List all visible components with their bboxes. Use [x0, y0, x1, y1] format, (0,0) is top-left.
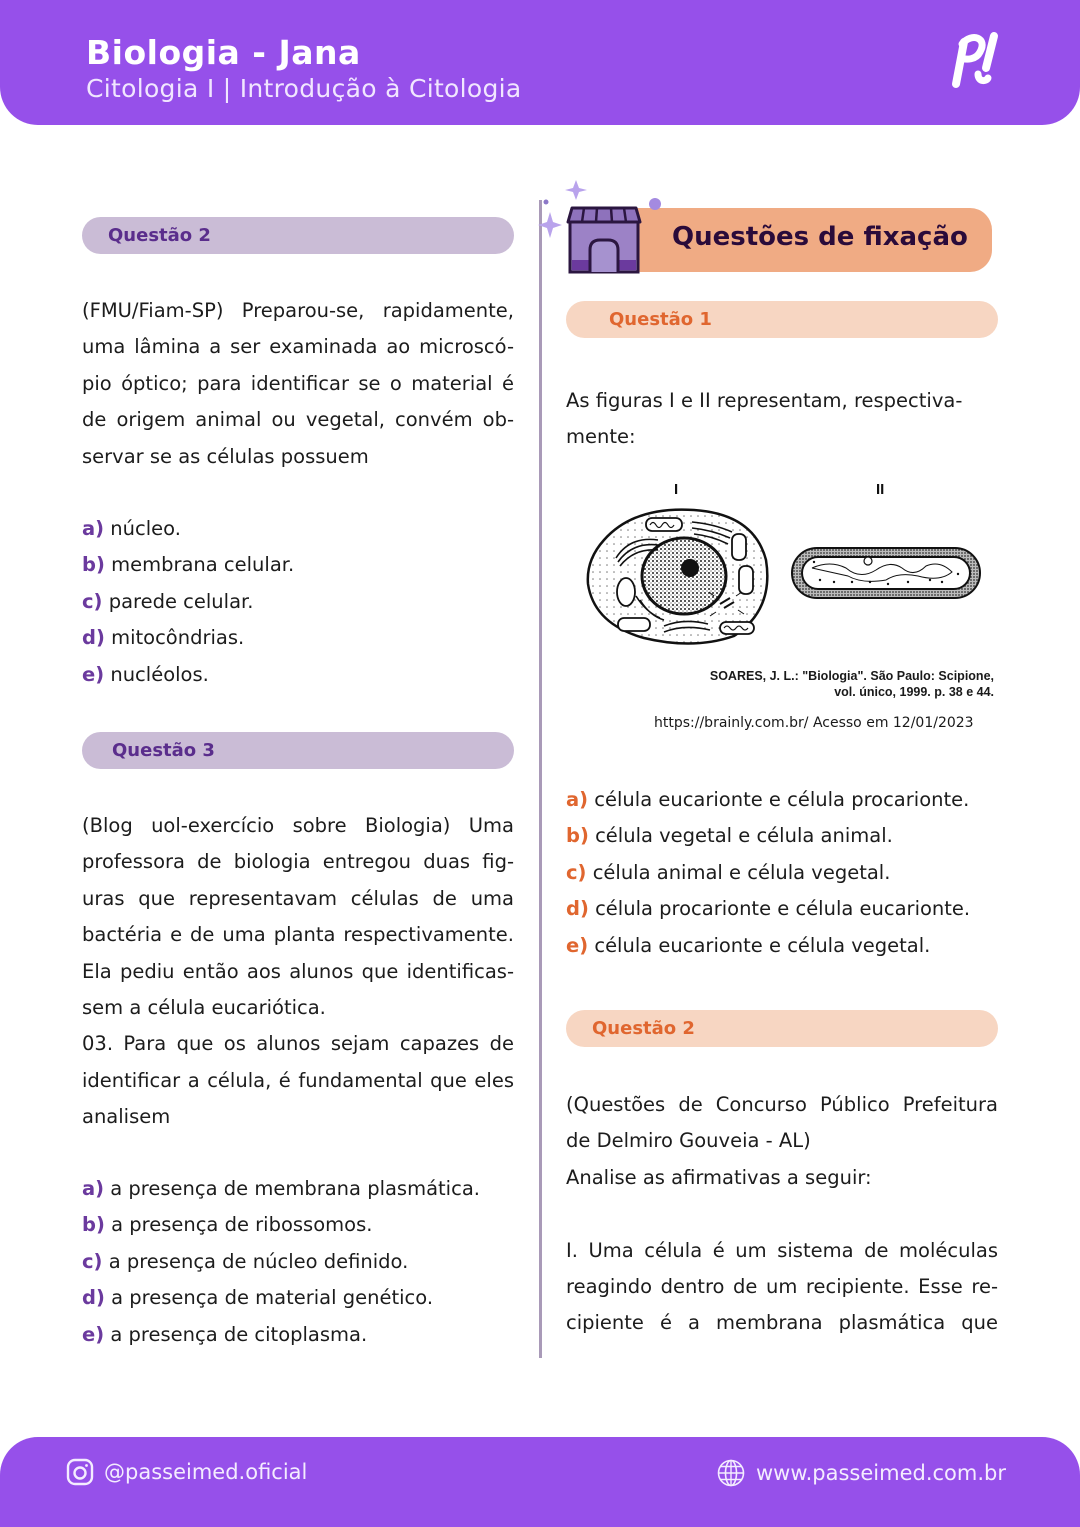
text-line: 03. Para que os alunos sejam capazes de	[82, 1032, 514, 1056]
option-c[interactable]	[82, 1244, 480, 1280]
option-c[interactable]	[566, 855, 970, 891]
option-text: membrana celular.	[111, 553, 295, 577]
question-2-right-label-pill	[566, 1010, 998, 1047]
page-header	[0, 0, 1080, 125]
option-text: núcleo.	[110, 517, 181, 540]
option-e[interactable]	[82, 657, 294, 693]
text-line: (FMU/Fiam-SP) Preparou-se, rapidamente,	[82, 299, 514, 322]
question-label: Questão 2	[108, 225, 211, 246]
option-text: a presença de ribossomos.	[111, 1213, 373, 1237]
blank-line	[566, 1196, 998, 1232]
option-e[interactable]	[566, 928, 970, 964]
option-letter: a)	[82, 517, 105, 540]
option-letter: e)	[82, 1322, 105, 1346]
option-text: a presença de citoplasma.	[110, 1322, 368, 1346]
option-text: a presença de material genético.	[111, 1286, 434, 1310]
question-3-label-pill	[82, 732, 514, 769]
question-2-options	[82, 511, 294, 693]
option-a[interactable]	[82, 511, 294, 547]
question-3-options	[82, 1171, 480, 1353]
option-d[interactable]	[82, 1280, 480, 1316]
option-a[interactable]	[82, 1171, 480, 1207]
option-text: a presença de membrana plasmática.	[110, 1177, 480, 1200]
text-line: servar se as células possuem	[82, 444, 369, 468]
text-line: Ela pediu então aos alunos que identificas-	[82, 959, 514, 983]
text-line: sem a célula eucariótica.	[82, 996, 326, 1020]
question-1-options	[566, 782, 970, 964]
website-url: www.passeimed.com.br	[756, 1461, 1006, 1485]
question-1-label-pill	[566, 301, 998, 338]
question-label: Questão 1	[609, 309, 712, 330]
prokaryotic-cell-illustration	[790, 546, 982, 600]
option-b[interactable]	[566, 818, 970, 854]
text-line: pio óptico; para identificar se o material é	[82, 371, 514, 395]
passeimed-logo-icon	[942, 28, 1008, 90]
option-text: célula eucarionte e célula vegetal.	[594, 933, 931, 957]
option-letter: b)	[82, 553, 105, 577]
section-title: Questões de fixação	[672, 222, 968, 252]
figure-label-2: II	[876, 481, 885, 498]
option-letter: b)	[82, 1213, 105, 1237]
question-2-text	[82, 293, 514, 475]
figure-caption-line-2: vol. único, 1999. p. 38 e 44.	[834, 685, 994, 699]
page-subtitle: Citologia I | Introdução à Citologia	[86, 74, 522, 103]
option-a[interactable]	[566, 782, 970, 818]
figure-caption-block	[566, 668, 994, 708]
option-b[interactable]	[82, 1207, 480, 1243]
text-line: identificar a célula, é fundamental que eles	[82, 1068, 514, 1092]
website-link[interactable]	[716, 1458, 1006, 1488]
option-letter: e)	[566, 933, 589, 957]
option-letter: a)	[82, 1177, 105, 1200]
text-line: uma lâmina a ser examinada ao microscó-	[82, 335, 514, 359]
question-2-right-text	[566, 1087, 998, 1342]
option-letter: d)	[566, 897, 589, 921]
option-letter: a)	[566, 788, 589, 811]
page-title: Biologia - Jana	[86, 33, 361, 72]
instagram-link[interactable]	[66, 1458, 307, 1486]
option-d[interactable]	[566, 891, 970, 927]
text-line: mente:	[566, 425, 636, 449]
figure-caption-line-1: SOARES, J. L.: "Biologia". São Paulo: Scipione,	[709, 669, 994, 683]
option-letter: c)	[82, 1249, 103, 1273]
eukaryotic-cell-illustration	[584, 500, 774, 650]
text-line: Analise as afirmativas a seguir:	[566, 1165, 872, 1189]
option-text: célula procarionte e célula eucarionte.	[595, 897, 971, 921]
option-text: parede celular.	[108, 589, 254, 613]
text-line: bactéria e de uma planta respectivamente.	[82, 923, 514, 947]
option-e[interactable]	[82, 1317, 480, 1353]
option-letter: d)	[82, 626, 105, 650]
globe-icon	[716, 1458, 746, 1488]
text-line: I. Uma célula é um sistema de moléculas	[566, 1238, 998, 1262]
column-divider	[539, 200, 542, 1358]
text-line: uras que representavam células de uma	[82, 886, 514, 910]
store-icon	[534, 176, 664, 280]
option-c[interactable]	[82, 584, 294, 620]
option-d[interactable]	[82, 620, 294, 656]
instagram-handle: @passeimed.oficial	[104, 1460, 308, 1484]
text-line: As figuras I e II representam, respectiva-	[566, 389, 963, 412]
text-line: (Questões de Concurso Público Prefeitura	[566, 1093, 998, 1116]
option-text: célula animal e célula vegetal.	[592, 860, 891, 884]
option-letter: c)	[566, 860, 587, 884]
question-1-text	[566, 383, 998, 456]
text-line: cipiente é a membrana plasmática que	[566, 1311, 998, 1335]
option-letter: d)	[82, 1286, 105, 1310]
option-text: nucléolos.	[110, 662, 209, 686]
text-line: reagindo dentro de um recipiente. Esse re-	[566, 1275, 998, 1299]
question-2-label-pill	[82, 217, 514, 254]
text-line: analisem	[82, 1105, 171, 1129]
option-letter: b)	[566, 824, 589, 848]
text-line: (Blog uol-exercício sobre Biologia) Uma	[82, 814, 514, 837]
question-3-text	[82, 808, 514, 1136]
figure-label-1: I	[674, 481, 679, 498]
text-line: de origem animal ou vegetal, convém ob-	[82, 408, 514, 432]
option-b[interactable]	[82, 547, 294, 583]
question-label: Questão 3	[112, 740, 215, 761]
option-letter: c)	[82, 589, 103, 613]
instagram-icon	[66, 1458, 94, 1486]
figure-source-link[interactable]: https://brainly.com.br/ Acesso em 12/01/2023	[654, 715, 974, 731]
text-line: de Delmiro Gouveia - AL)	[566, 1129, 811, 1153]
option-text: a presença de núcleo definido.	[108, 1249, 409, 1273]
option-letter: e)	[82, 662, 105, 686]
option-text: célula vegetal e célula animal.	[595, 824, 893, 848]
question-label: Questão 2	[592, 1018, 695, 1039]
option-text: célula eucarionte e célula procarionte.	[594, 788, 970, 811]
option-text: mitocôndrias.	[111, 626, 245, 650]
text-line: professora de biologia entregou duas fig-	[82, 850, 514, 874]
page-footer	[0, 1437, 1080, 1527]
